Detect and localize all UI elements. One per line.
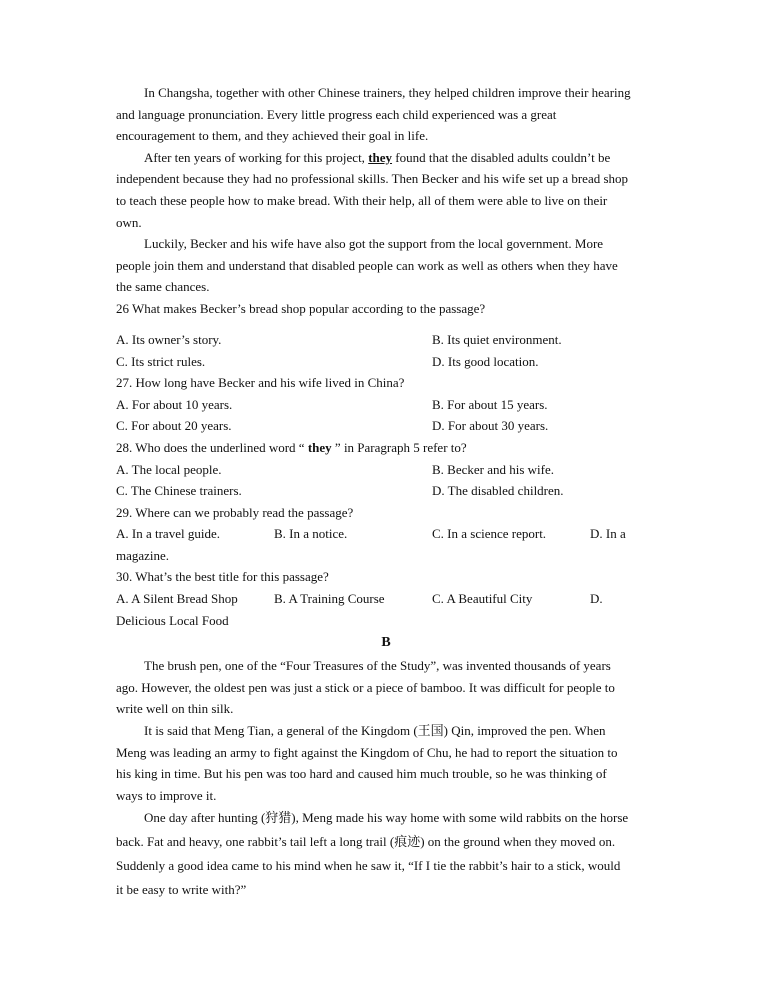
option-c: C. A Beautiful City <box>432 591 533 607</box>
paragraph <box>116 147 656 233</box>
text-segment: 28. Who does the underlined word “ <box>116 439 308 455</box>
question-27 <box>116 372 656 437</box>
question-stem <box>116 437 656 459</box>
question-29 <box>116 502 656 567</box>
section-heading: B <box>381 635 391 651</box>
text-line: to teach these people how to make bread. With their help, all of them were able to live on their <box>116 192 608 208</box>
text-segment: ” in Paragraph 5 refer to? <box>331 439 467 455</box>
options-row <box>116 480 656 502</box>
text-line: The brush pen, one of the “Four Treasures of the Study”, was invented thousands of years <box>144 658 611 674</box>
option-c: C. In a science report. <box>432 526 547 542</box>
exam-page <box>116 82 656 902</box>
options-row <box>116 459 656 481</box>
question-stem: 29. Where can we probably read the passage? <box>116 504 354 520</box>
options-row <box>116 523 656 545</box>
option-d-continued: magazine. <box>116 547 170 563</box>
option-d: D. <box>590 591 603 607</box>
option-b: B. In a notice. <box>274 526 348 542</box>
option-a: A. The local people. <box>116 461 222 477</box>
text-line: independent because they had no professional skills. Then Becker and his wife set up a bread shop <box>116 171 629 187</box>
underlined-word: they <box>368 149 393 165</box>
text-segment: After ten years of working for this project, <box>144 149 369 165</box>
text-line: One day after hunting (狩猎), Meng made his way home with some wild rabbits on the horse <box>144 810 629 826</box>
option-a: A. Its owner’s story. <box>116 331 222 347</box>
option-b: B. Becker and his wife. <box>432 461 555 477</box>
referenced-word: they <box>307 439 332 455</box>
option-d: D. In a <box>590 526 626 542</box>
text-line: people join them and understand that disabled people can work as well as others when they have <box>116 257 618 273</box>
text-line: write well on thin silk. <box>116 701 234 717</box>
question-28 <box>116 437 656 502</box>
text-line: and language pronunciation. Every little progress each child experienced was a great <box>116 106 557 122</box>
text-line: back. Fat and heavy, one rabbit’s tail left a long trail (痕迹) on the ground when they moved on. <box>116 834 616 850</box>
text-line: Meng was leading an army to fight against the Kingdom of Chu, he had to report the situation to <box>116 744 618 760</box>
options-row <box>116 351 656 373</box>
option-d: D. The disabled children. <box>432 483 564 499</box>
question-stem: 30. What’s the best title for this passage? <box>116 569 329 585</box>
text-line: his king in time. But his pen was too hard and caused him much trouble, so he was thinking of <box>116 766 607 782</box>
options-row <box>116 415 656 437</box>
paragraph <box>116 82 656 147</box>
text-line: Suddenly a good idea came to his mind when he saw it, “If I tie the rabbit’s hair to a stick, would <box>116 858 621 874</box>
text-line: Luckily, Becker and his wife have also got the support from the local government. More <box>144 236 604 252</box>
option-c: C. For about 20 years. <box>116 418 232 434</box>
option-a: A. In a travel guide. <box>116 526 220 542</box>
text-line: encouragement to them, and they achieved their goal in life. <box>116 128 429 144</box>
question-stem: 27. How long have Becker and his wife lived in China? <box>116 375 405 391</box>
text-line: ago. However, the oldest pen was just a stick or a piece of bamboo. It was difficult for people to <box>116 679 615 695</box>
option-d: D. For about 30 years. <box>432 418 549 434</box>
text-line: In Changsha, together with other Chinese trainers, they helped children improve their hearing <box>144 85 631 100</box>
option-a: A. For about 10 years. <box>116 396 233 412</box>
text-line <box>116 147 656 169</box>
text-line: It is said that Meng Tian, a general of the Kingdom (王国) Qin, improved the pen. When <box>144 723 606 739</box>
option-b: B. A Training Course <box>274 591 385 607</box>
options-row <box>116 329 656 351</box>
option-b: B. For about 15 years. <box>432 396 548 412</box>
options-row <box>116 588 656 610</box>
paragraph <box>116 806 656 902</box>
option-c: C. The Chinese trainers. <box>116 483 242 499</box>
text-line: the same chances. <box>116 279 210 295</box>
option-d-continued: Delicious Local Food <box>116 612 229 628</box>
option-c: C. Its strict rules. <box>116 353 206 369</box>
text-line: own. <box>116 214 142 230</box>
question-stem: 26 What makes Becker’s bread shop popular according to the passage? <box>116 300 486 316</box>
text-segment: found that the disabled adults couldn’t be <box>392 149 611 165</box>
option-d: D. Its good location. <box>432 353 539 369</box>
option-b: B. Its quiet environment. <box>432 331 562 347</box>
option-a: A. A Silent Bread Shop <box>116 591 238 607</box>
question-30 <box>116 566 656 631</box>
paragraph <box>116 233 656 298</box>
text-line: ways to improve it. <box>116 787 217 803</box>
paragraph <box>116 655 656 720</box>
options-row <box>116 394 656 416</box>
paragraph <box>116 720 656 806</box>
question-26 <box>116 298 656 372</box>
text-line: it be easy to write with?” <box>116 882 247 898</box>
